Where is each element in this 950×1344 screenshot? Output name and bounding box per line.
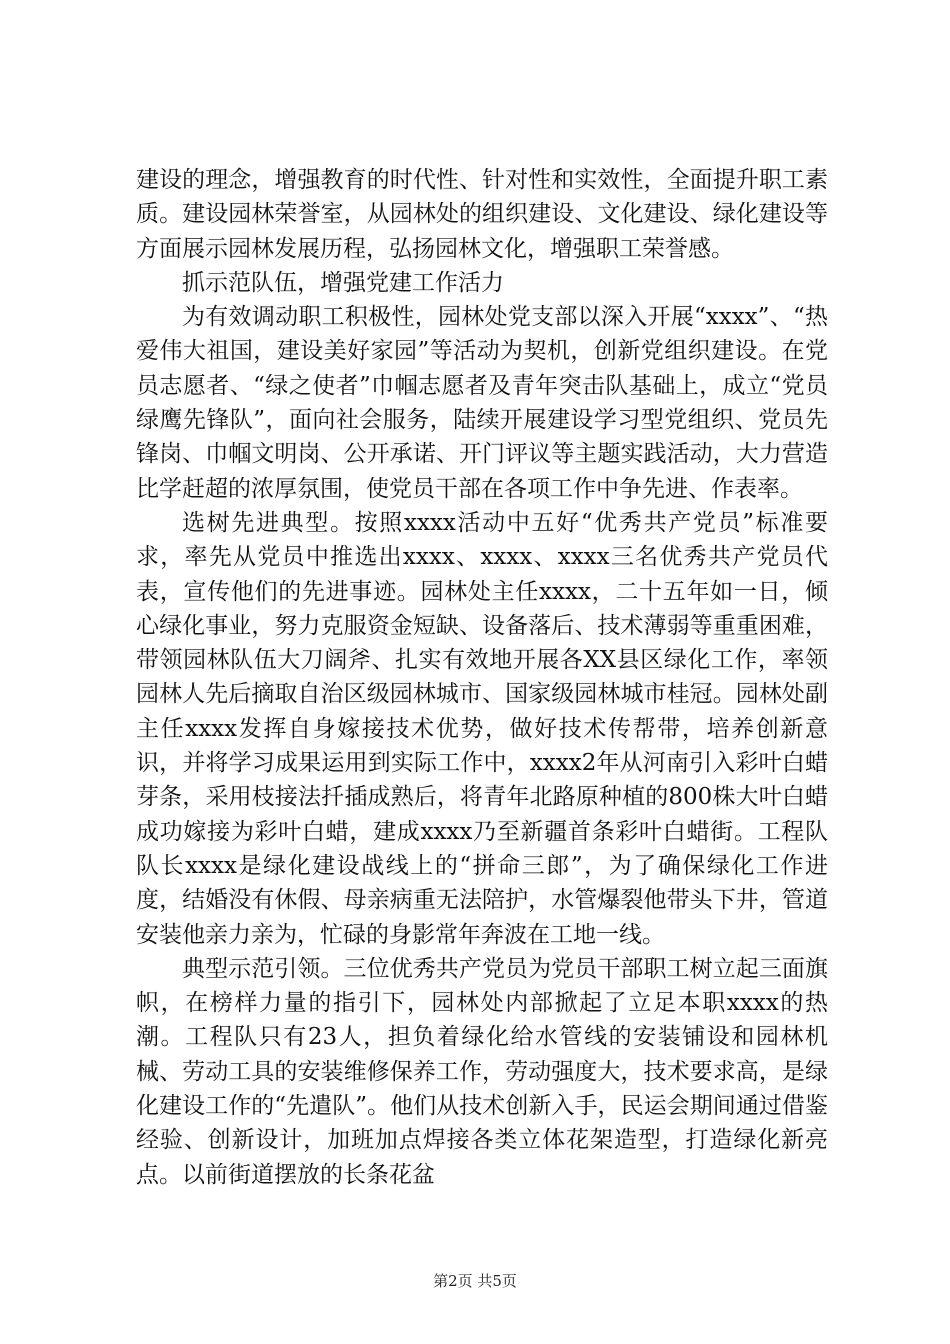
paragraph-continuation: 建设的理念，增强教育的时代性、针对性和实效性，全面提升职工素质。建设园林荣誉室，从园林处的组织建设、文化建设、绿化建设等方面展示园林发展历程，弘扬园林文化，增强职工荣誉感。 (136, 167, 828, 262)
page-number-footer: 第2页 共5页 (433, 1272, 517, 1290)
body-text (136, 163, 828, 1192)
section-heading: 抓示范队伍，增强党建工作活力 (182, 269, 504, 296)
paragraph: 选树先进典型。按照xxxx活动中五好“优秀共产党员”标准要求，率先从党员中推选出xxxx、xxxx、xxxx三名优秀共产党员代表，宣传他们的先进事迹。园林处主任xxxx，二十五年如一日，倾心绿化事业，努力克服资金短缺、设备落后、技术薄弱等重重困难，带领园林队伍大刀阔斧、扎实有效地开展各XX县区绿化工作，率领园林人先后摘取自治区级园林城市、国家级园林城市桂冠。园林处副主任xxxx发挥自身嫁接技术优势，做好技术传帮带，培养创新意识，并将学习成果运用到实际工作中，xxxx2年从河南引入彩叶白蜡芽条，采用枝接法扦插成熟后，将青年北路原种植的800株大叶白蜡成功嫁接为彩叶白蜡，建成xxxx乃至新疆首条彩叶白蜡街。工程队队长xxxx是绿化建设战线上的“拼命三郎”，为了确保绿化工作进度，结婚没有休假、母亲病重无法陪护，水管爆裂他带头下井，管道安装他亲力亲为，忙碌的身影常年奔波在工地一线。 (136, 509, 828, 948)
paragraph: 典型示范引领。三位优秀共产党员为党员干部职工树立起三面旗帜，在榜样力量的指引下，园林处内部掀起了立足本职xxxx的热潮。工程队只有23人，担负着绿化给水管线的安装铺设和园林机械、劳动工具的安装维修保养工作，劳动强度大，技术要求高，是绿化建设工作的“先遣队”。他们从技术创新入手，民运会期间通过借鉴经验、创新设计，加班加点焊接各类立体花架造型，打造绿化新亮点。以前街道摆放的长条花盆 (136, 955, 828, 1188)
paragraph: 为有效调动职工积极性，园林处党支部以深入开展“xxxx”、“热爱伟大祖国，建设美好家园”等活动为契机，创新党组织建设。在党员志愿者、“绿之使者”巾帼志愿者及青年突击队基础上，成立“党员绿鹰先锋队”，面向社会服务，陆续开展建设学习型党组织、党员先锋岗、巾帼文明岗、公开承诺、开门评议等主题实践活动，大力营造比学赶超的浓厚氛围，使党员干部在各项工作中争先进、作表率。 (136, 304, 828, 502)
